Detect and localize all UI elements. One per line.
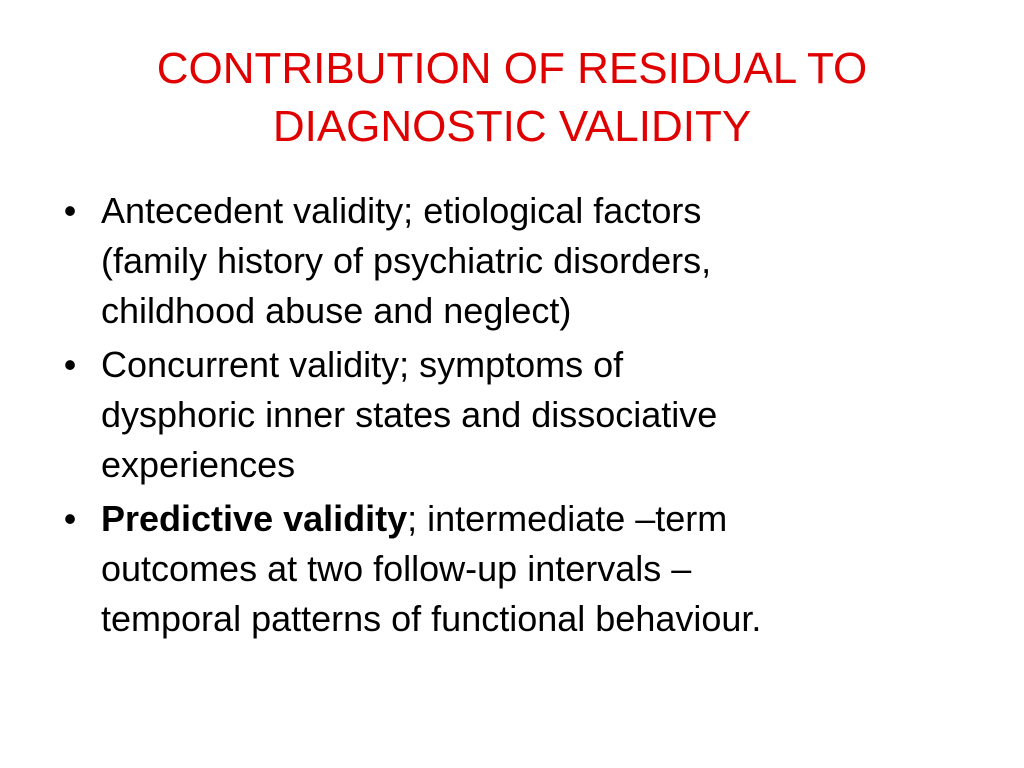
bullet-text-line: Concurrent validity; symptoms of [101, 344, 624, 385]
slide-title-line-2: DIAGNOSTIC VALIDITY [272, 102, 752, 151]
bullet-text-line: temporal patterns of functional behaviour. [101, 598, 762, 639]
bullet-dot-icon: • [63, 190, 77, 231]
bullet-item-concurrent-validity [60, 340, 960, 490]
bullet-text-line: outcomes at two follow-up intervals – [101, 548, 692, 589]
bullet-lead-bold: Predictive validity [101, 498, 408, 539]
bullet-dot-icon: • [63, 344, 77, 385]
bullet-dot-icon: • [63, 498, 77, 539]
slide-title-line-1: CONTRIBUTION OF RESIDUAL TO [156, 44, 868, 93]
bullet-list [60, 186, 960, 648]
bullet-text-line: (family history of psychiatric disorders, [101, 240, 712, 281]
bullet-item-predictive-validity [60, 494, 960, 644]
bullet-text-line: experiences [101, 444, 296, 485]
bullet-text-line: childhood abuse and neglect) [101, 290, 572, 331]
slide-title [60, 40, 964, 156]
bullet-item-antecedent-validity [60, 186, 960, 336]
bullet-text-line: dysphoric inner states and dissociative [101, 394, 718, 435]
bullet-text-line: ; intermediate –term [407, 498, 728, 539]
bullet-text-line: Antecedent validity; etiological factors [101, 190, 702, 231]
